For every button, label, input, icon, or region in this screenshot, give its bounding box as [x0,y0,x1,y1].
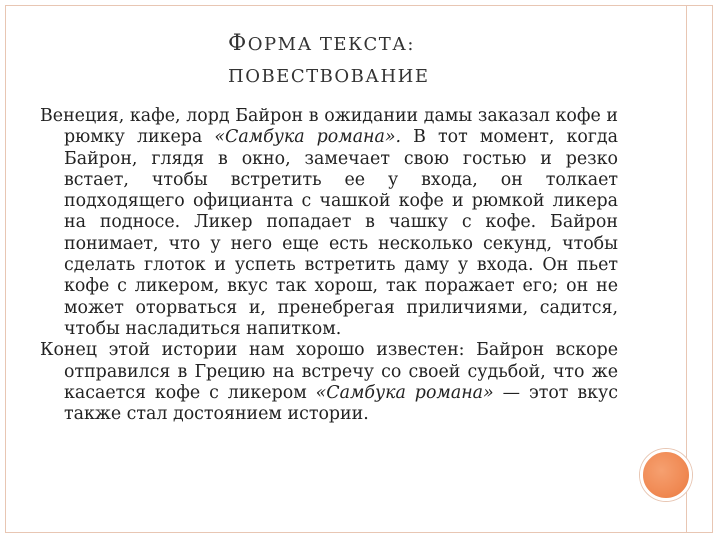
decorative-orange-circle [640,449,692,501]
paragraph-1-italic: «Самбука романа». [214,127,402,148]
slide-body [40,106,618,425]
paragraph-2-italic: «Самбука романа» [315,382,494,403]
title-rest: ОРМА ТЕКСТА: [247,34,415,55]
paragraph-1-text-a: Венеция, кафе, лорд Байрон в ожидании дамы заказал кофе и рюмку ликера [40,106,618,148]
paragraph-2-text-a: Конец этой истории нам хорошо известен: Байрон вскоре отправился в Грецию на встречу со своей судьбой, что же касается кофе с ликером [40,340,618,403]
paragraph-2-text-b: — этот вкус также стал достоянием истории. [64,382,618,425]
paragraph-1-text-b: В тот момент, когда Байрон, глядя в окно, замечает свою гостью и резко встает, чтобы встретить ее у входа, он толкает подходящего официанта с чашкой кофе и рюмкой ликера на подносе. Ликер попадает в чашку с кофе. Байрон понимает, что у него еще есть несколько секунд, чтобы сделать глоток и успеть встретить даму у входа. Он пьет кофе с ликером, вкус так хорош, так поражает его; он не может оторваться и, пренебрегая приличиями, садится, чтобы насладиться напитком. [64,127,618,339]
paragraph-1 [40,106,618,340]
title-capital: Ф [228,31,248,56]
title-subtitle: ПОВЕСТВОВАНИЕ [228,66,430,87]
paragraph-2 [40,340,618,425]
slide-frame-side-band [686,5,713,533]
title-line [228,28,668,61]
slide-title [228,28,668,93]
